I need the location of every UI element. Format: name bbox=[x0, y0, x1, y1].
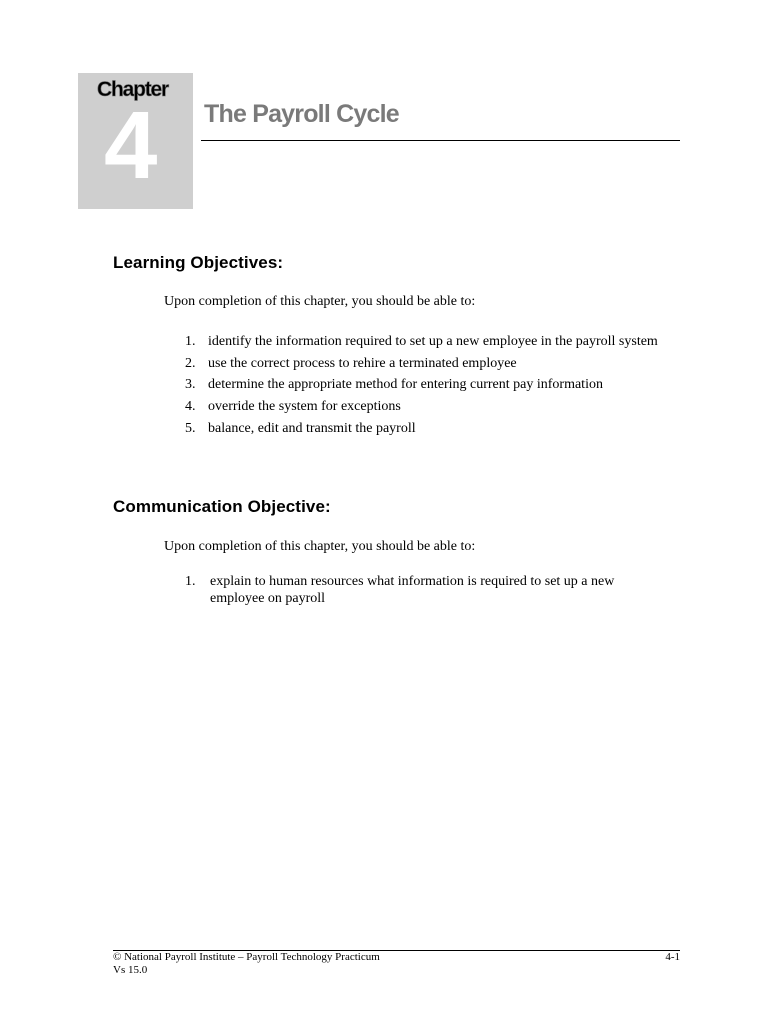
chapter-title: The Payroll Cycle bbox=[204, 100, 399, 128]
list-item bbox=[185, 398, 665, 415]
title-divider bbox=[201, 140, 680, 141]
chapter-number: 4 bbox=[104, 92, 158, 199]
list-item bbox=[185, 333, 665, 350]
list-item-number: 3. bbox=[185, 377, 196, 393]
list-item bbox=[185, 376, 665, 393]
list-item-number: 1. bbox=[185, 574, 196, 589]
list-item-text: identify the information required to set up a new employee in the payroll system bbox=[208, 334, 658, 349]
list-item-number: 1. bbox=[185, 334, 196, 349]
list-item bbox=[185, 355, 665, 372]
chapter-label: Chapter bbox=[97, 78, 168, 101]
learning-objectives-list bbox=[185, 333, 665, 441]
list-item bbox=[185, 573, 665, 607]
learning-objectives-intro: Upon completion of this chapter, you should be able to: bbox=[164, 294, 476, 309]
communication-objective-list bbox=[185, 573, 665, 612]
list-item-number: 4. bbox=[185, 399, 196, 415]
footer-version: Vs 15.0 bbox=[113, 964, 148, 976]
list-item-text: balance, edit and transmit the payroll bbox=[208, 420, 416, 436]
list-item-text: explain to human resources what information is required to set up a new employee on payroll bbox=[210, 574, 615, 606]
list-item-number: 2. bbox=[185, 355, 196, 371]
list-item-text: override the system for exceptions bbox=[208, 399, 401, 415]
communication-objective-intro: Upon completion of this chapter, you should be able to: bbox=[164, 539, 476, 554]
list-item-number: 5. bbox=[185, 420, 196, 436]
list-item-text: use the correct process to rehire a terminated employee bbox=[208, 355, 517, 371]
footer-left bbox=[113, 951, 380, 977]
communication-objective-heading: Communication Objective: bbox=[113, 497, 331, 516]
list-item-text: determine the appropriate method for entering current pay information bbox=[208, 377, 603, 393]
list-item bbox=[185, 420, 665, 437]
footer-copyright: © National Payroll Institute – Payroll Technology Practicum bbox=[113, 951, 380, 963]
footer-page-number: 4-1 bbox=[665, 951, 680, 963]
learning-objectives-heading: Learning Objectives: bbox=[113, 253, 284, 272]
